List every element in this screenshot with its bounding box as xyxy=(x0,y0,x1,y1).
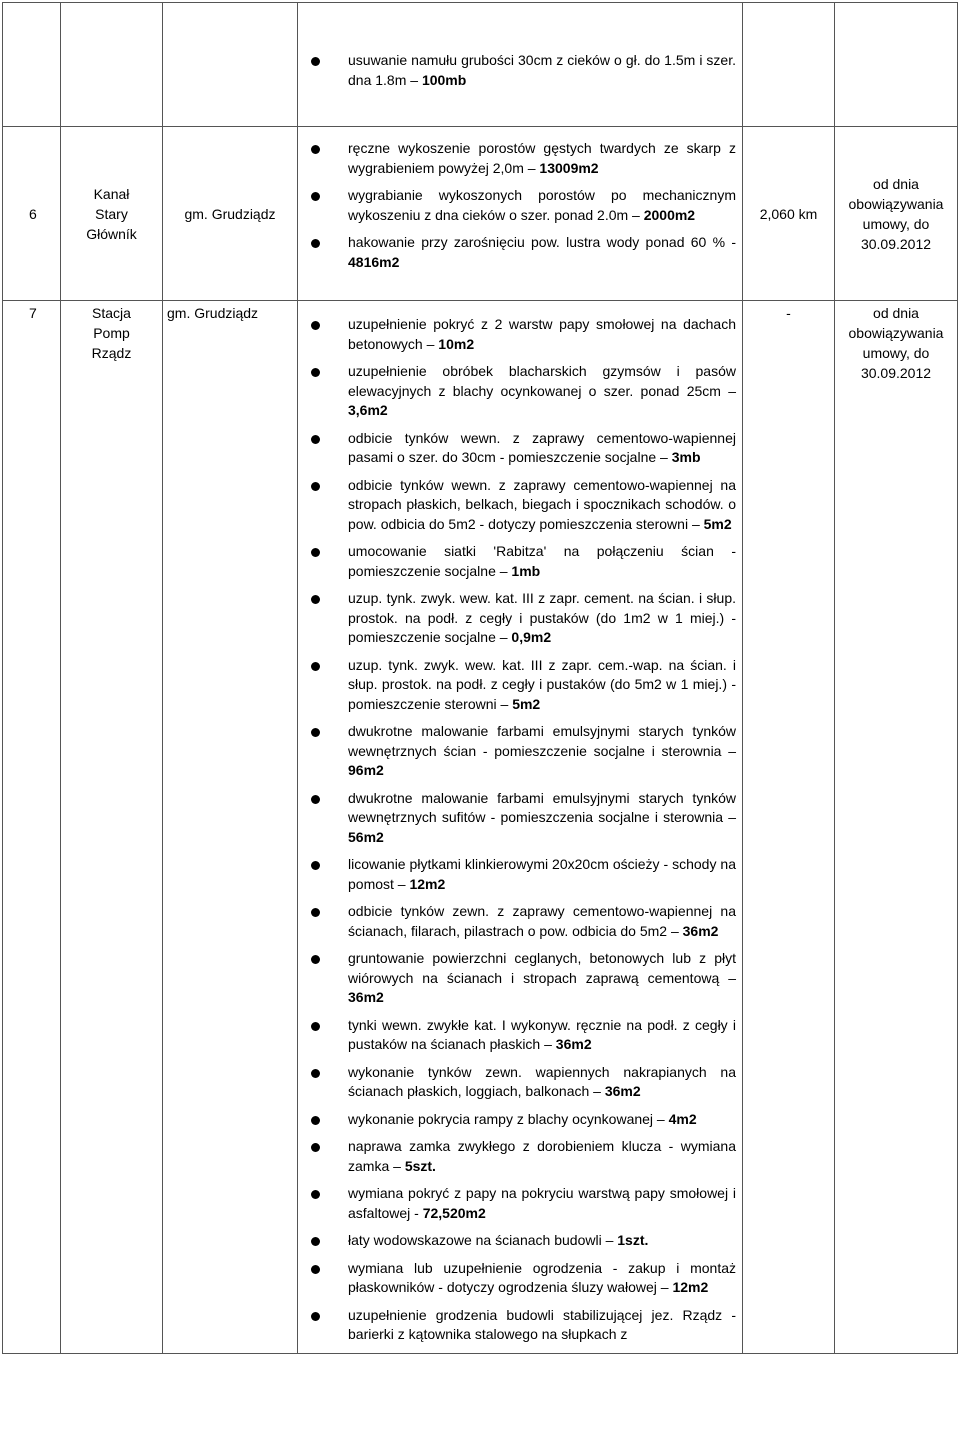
work-quantity: 0,9m2 xyxy=(511,629,552,645)
bullet-icon xyxy=(311,435,320,444)
work-quantity: 12m2 xyxy=(409,875,446,892)
list-item xyxy=(298,1306,742,1345)
text-line: Stary xyxy=(95,205,128,222)
text-line: Główník xyxy=(86,225,137,242)
list-item xyxy=(298,589,742,648)
bullet-icon xyxy=(311,548,320,557)
bullet-icon xyxy=(311,795,320,804)
commune-cell xyxy=(163,127,298,301)
row-number: 7 xyxy=(29,305,37,321)
work-description: umocowanie siatki 'Rabitza' na połączeniu ścian - pomieszczenie socjalne – xyxy=(348,543,736,579)
length-cell xyxy=(743,3,835,127)
work-description: wymiana lub uzupełnienie ogrodzenia - zakup i montaż płaskowników - dotyczy ogrodzenia śluzy wałowej – xyxy=(348,1259,736,1295)
text-line: Pomp xyxy=(93,325,130,341)
work-quantity: 5szt. xyxy=(404,1157,436,1174)
bullet-icon xyxy=(311,482,320,491)
bullet-icon xyxy=(311,1143,320,1152)
work-description: łaty wodowskazowe na ścianach budowli – xyxy=(348,1232,618,1248)
work-description: naprawa zamka zwykłego z dorobieniem klucza - wymiana zamka – xyxy=(348,1138,736,1174)
list-item xyxy=(298,1110,742,1130)
work-description: wykonanie tynków zewn. wapiennych nakrapianych na ścianach płaskich, loggiach, balkonach – xyxy=(348,1063,736,1099)
work-description: uzupełnienie grodzenia budowli stabilizującej jez. Rządz - barierki z kątownika stalowego na słupkach z xyxy=(348,1306,736,1342)
bullet-icon xyxy=(311,595,320,604)
list-item xyxy=(298,789,742,848)
bullet-icon xyxy=(311,57,320,66)
commune-cell xyxy=(163,301,298,1354)
text-line: umowy, do xyxy=(862,215,930,232)
work-description: uzup. tynk. zwyk. wew. kat. III z zapr. cem.-wap. na ścian. i słup. prostok. na podł. z cegły i pustaków (do 5m2 w 1 miej.) - pomieszczenie sterowni – xyxy=(348,656,736,712)
bullet-icon xyxy=(311,145,320,154)
work-description: wymiana pokryć z papy na pokryciu warstwą papy smołowej i asfaltowej - xyxy=(348,1185,736,1221)
work-quantity: 3mb xyxy=(671,449,701,465)
text-line: 30.09.2012 xyxy=(860,365,932,381)
works-table xyxy=(2,2,958,1354)
works-list xyxy=(298,139,742,272)
work-quantity: 36m2 xyxy=(348,989,384,1005)
deadline-cell xyxy=(835,301,958,1354)
works-list xyxy=(298,315,742,1345)
length-value: - xyxy=(786,305,791,321)
commune-name: gm. Grudziądz xyxy=(184,205,276,222)
work-description: odbicie tynków wewn. z zaprawy cementowo-wapiennej na stropach płaskich, belkach, biegach i spocznikach schodów. o pow. odbicia do 5m2 - dotyczy pomieszczenia sterowni – xyxy=(348,476,736,532)
list-item xyxy=(298,362,742,421)
commune-cell xyxy=(163,3,298,127)
bullet-icon xyxy=(311,908,320,917)
bullet-icon xyxy=(311,1116,320,1125)
deadline-cell xyxy=(835,3,958,127)
work-description: uzupełnienie pokryć z 2 warstw papy smołowej na dachach betonowych – xyxy=(348,316,736,352)
works-cell xyxy=(298,301,743,1354)
list-item xyxy=(298,476,742,535)
work-quantity: 4816m2 xyxy=(348,253,400,270)
work-quantity: 2000m2 xyxy=(643,206,696,223)
work-quantity: 13009m2 xyxy=(539,159,599,176)
work-description: ręczne wykoszenie porostów gęstych twardych ze skarp z wygrabieniem powyżej 2,0m – xyxy=(348,140,736,176)
work-quantity: 3,6m2 xyxy=(348,402,388,418)
object-name-cell xyxy=(61,127,163,301)
bullet-icon xyxy=(311,728,320,737)
list-item xyxy=(298,429,742,468)
bullet-icon xyxy=(311,861,320,870)
text-line: od dnia xyxy=(873,305,919,321)
list-item xyxy=(298,855,742,894)
works-cell xyxy=(298,127,743,301)
table-row xyxy=(3,3,958,127)
list-item xyxy=(298,1137,742,1176)
work-description: usuwanie namułu grubości 30cm z cieków o gł. do 1.5m i szer. dna 1.8m – xyxy=(348,52,736,88)
work-description: wykonanie pokrycia rampy z blachy ocynkowanej – xyxy=(348,1110,669,1127)
row-number-cell xyxy=(3,301,61,1354)
list-item xyxy=(298,949,742,1008)
deadline-cell xyxy=(835,127,958,301)
list-item xyxy=(298,1259,742,1298)
row-number-cell xyxy=(3,127,61,301)
object-name-cell xyxy=(61,301,163,1354)
text-line: obowiązywania xyxy=(848,195,944,212)
length-value: 2,060 km xyxy=(759,205,818,222)
list-item xyxy=(298,902,742,941)
work-description: wygrabianie wykoszonych porostów po mechanicznym wykoszeniu z dna cieków o szer. ponad 2.0m – xyxy=(348,187,736,223)
work-description: odbicie tynków wewn. z zaprawy cementowo-wapiennej pasami o szer. do 30cm - pomieszczenie socjalne – xyxy=(348,429,736,465)
text-line: Rządz xyxy=(91,345,132,361)
list-item xyxy=(298,1231,742,1251)
list-item xyxy=(298,1184,742,1223)
list-item xyxy=(298,186,742,225)
work-description: uzup. tynk. zwyk. wew. kat. III z zapr. cement. na ścian. i słup. prostok. na podł. z cegły i pustaków (do 1m2 w 1 miej.) - pomieszczenie socjalne – xyxy=(348,590,736,645)
work-description: tynki wewn. zwykłe kat. I wykonyw. ręcznie na podł. z cegły i pustaków na ścianach płaskich – xyxy=(348,1016,736,1052)
list-item xyxy=(298,656,742,715)
work-description: gruntowanie powierzchni ceglanych, betonowych lub z płyt wiórowych na ścianach i stropach zaprawą cementową – xyxy=(348,950,736,986)
work-quantity: 5m2 xyxy=(703,515,732,532)
table-row xyxy=(3,301,958,1354)
list-item xyxy=(298,1016,742,1055)
bullet-icon xyxy=(311,662,320,671)
row-number-cell xyxy=(3,3,61,127)
work-description: uzupełnienie obróbek blacharskich gzymsów i pasów elewacyjnych z blachy ocynkowanej o szer. ponad 25cm – xyxy=(348,363,736,399)
works-cell xyxy=(298,3,743,127)
list-item xyxy=(298,51,742,90)
work-quantity: 10m2 xyxy=(438,335,475,352)
text-line: umowy, do xyxy=(862,345,930,361)
work-description: odbicie tynków zewn. z zaprawy cementowo-wapiennej na ścianach, filarach, pilastrach o pow. odbicia do 5m2 – xyxy=(348,903,736,939)
work-quantity: 36m2 xyxy=(555,1036,592,1052)
list-item xyxy=(298,233,742,272)
text-line: od dnia xyxy=(873,175,919,192)
list-item xyxy=(298,139,742,178)
work-description: dwukrotne malowanie farbami emulsyjnymi starych tynków wewnętrznych ścian - pomieszczenie socjalne i sterownia – xyxy=(348,723,736,759)
bullet-icon xyxy=(311,1265,320,1274)
work-quantity: 56m2 xyxy=(348,828,384,845)
work-quantity: 4m2 xyxy=(668,1110,697,1127)
list-item xyxy=(298,542,742,581)
bullet-icon xyxy=(311,192,320,201)
work-description: licowanie płytkami klinkierowymi 20x20cm ościeży - schody na pomost – xyxy=(348,856,736,892)
work-description: dwukrotne malowanie farbami emulsyjnymi starych tynków wewnętrznych sufitów - pomieszczenia socjalne i sterownia – xyxy=(348,789,736,825)
list-item xyxy=(298,1063,742,1102)
work-quantity: 36m2 xyxy=(682,922,719,939)
bullet-icon xyxy=(311,1312,320,1321)
bullet-icon xyxy=(311,321,320,330)
deadline xyxy=(835,174,957,254)
text-line: 30.09.2012 xyxy=(860,235,932,252)
text-line: Stacja xyxy=(92,305,131,321)
bullet-icon xyxy=(311,1022,320,1031)
length-cell xyxy=(743,127,835,301)
text-line: obowiązywania xyxy=(848,325,944,341)
work-quantity: 100mb xyxy=(421,71,467,88)
work-quantity: 1szt. xyxy=(617,1232,649,1248)
list-item xyxy=(298,315,742,354)
bullet-icon xyxy=(311,1069,320,1078)
length-cell xyxy=(743,301,835,1354)
list-item xyxy=(298,722,742,781)
text-line: Kanał xyxy=(93,185,130,202)
bullet-icon xyxy=(311,1237,320,1246)
deadline xyxy=(835,301,957,383)
work-description: hakowanie przy zarośnięciu pow. lustra wody ponad 60 % - xyxy=(348,234,736,250)
work-quantity: 12m2 xyxy=(672,1279,709,1295)
row-number: 6 xyxy=(29,205,37,222)
bullet-icon xyxy=(311,955,320,964)
work-quantity: 5m2 xyxy=(512,695,541,712)
work-quantity: 96m2 xyxy=(348,762,384,778)
work-quantity: 36m2 xyxy=(604,1083,641,1099)
commune-name: gm. Grudziądz xyxy=(167,305,259,321)
bullet-icon xyxy=(311,1190,320,1199)
object-name xyxy=(61,184,162,244)
work-quantity: 72,520m2 xyxy=(422,1204,486,1221)
bullet-icon xyxy=(311,239,320,248)
table-row xyxy=(3,127,958,301)
work-quantity: 1mb xyxy=(511,562,541,579)
bullet-icon xyxy=(311,368,320,377)
object-name xyxy=(61,301,162,363)
works-list xyxy=(298,51,742,90)
object-name-cell xyxy=(61,3,163,127)
